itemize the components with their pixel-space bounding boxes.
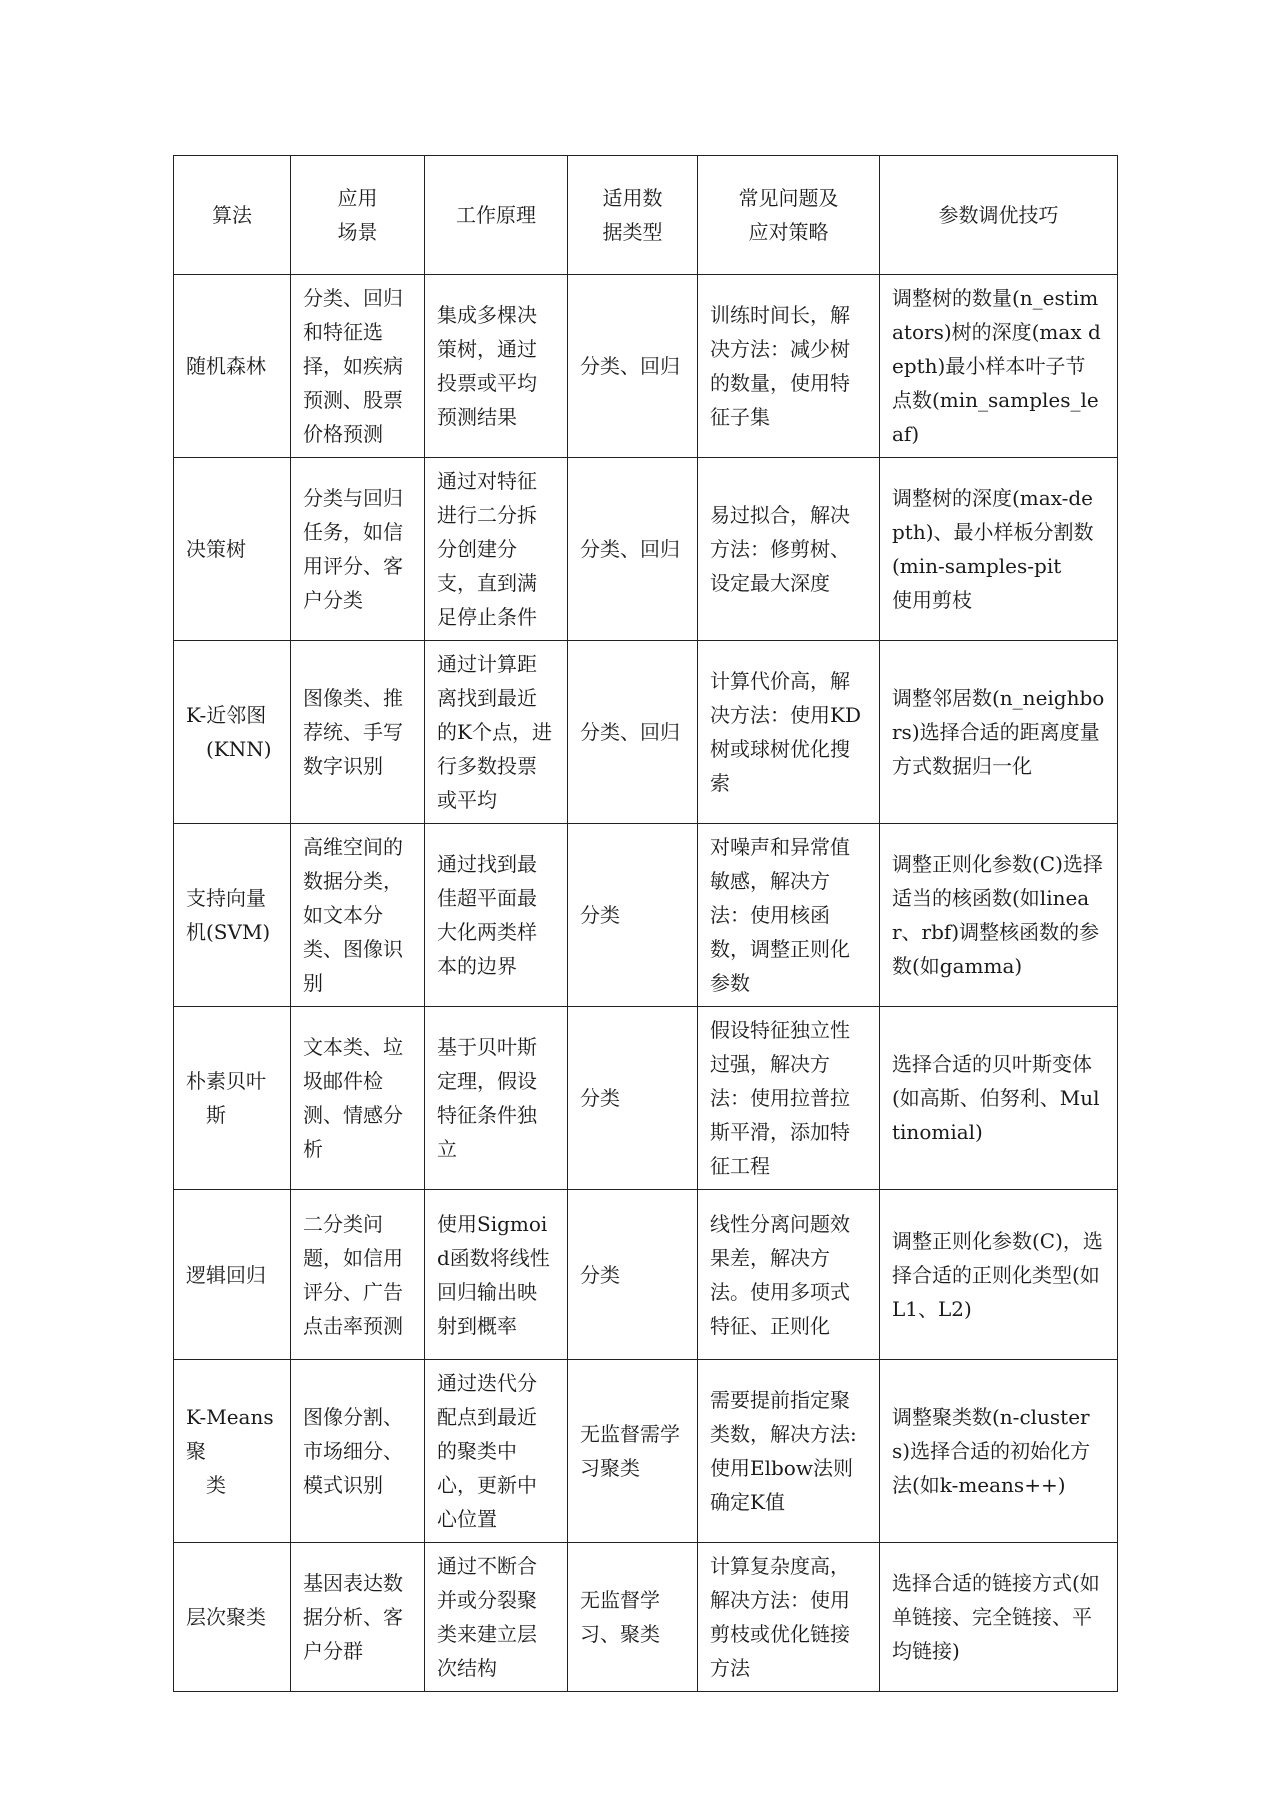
cell-scenario: 分类与回归任务，如信用评分、客户分类 — [291, 458, 425, 641]
cell-issues: 线性分离问题效果差，解决方法。使用多项式特征、正则化 — [698, 1190, 880, 1360]
cell-algorithm: 随机森林 — [174, 275, 291, 458]
cell-scenario: 二分类问题，如信用评分、广告点击率预测 — [291, 1190, 425, 1360]
cell-data-type: 分类、回归 — [568, 458, 698, 641]
cell-data-type: 分类 — [568, 824, 698, 1007]
header-issues: 常见问题及 应对策略 — [698, 156, 880, 275]
header-scenario: 应用 场景 — [291, 156, 425, 275]
cell-scenario: 图像分割、市场细分、模式识别 — [291, 1360, 425, 1543]
cell-tuning: 选择合适的链接方式(如单链接、完全链接、平均链接) — [880, 1543, 1118, 1692]
cell-issues: 计算代价高，解决方法：使用KD树或球树优化搜索 — [698, 641, 880, 824]
algorithm-comparison-table — [173, 155, 1118, 1692]
cell-tuning: 调整聚类数(n-clusters)选择合适的初始化方法(如k-means++) — [880, 1360, 1118, 1543]
table-row — [174, 1360, 1118, 1543]
cell-tuning: 调整正则化参数(C)选择适当的核函数(如linear、rbf)调整核函数的参数(如gamma) — [880, 824, 1118, 1007]
header-row — [174, 156, 1118, 275]
cell-algorithm: K-近邻图 (KNN) — [174, 641, 291, 824]
header-algorithm: 算法 — [174, 156, 291, 275]
table-row — [174, 275, 1118, 458]
cell-tuning: 选择合适的贝叶斯变体(如高斯、伯努利、Multinomial) — [880, 1007, 1118, 1190]
cell-issues: 易过拟合，解决方法：修剪树、设定最大深度 — [698, 458, 880, 641]
header-tuning: 参数调优技巧 — [880, 156, 1118, 275]
cell-principle: 基于贝叶斯定理，假设特征条件独立 — [425, 1007, 568, 1190]
cell-data-type: 分类、回归 — [568, 641, 698, 824]
table-row — [174, 1543, 1118, 1692]
cell-data-type: 分类 — [568, 1190, 698, 1360]
table-row — [174, 458, 1118, 641]
cell-data-type: 无监督学习、聚类 — [568, 1543, 698, 1692]
cell-principle: 通过迭代分配点到最近的聚类中心，更新中心位置 — [425, 1360, 568, 1543]
cell-data-type: 分类 — [568, 1007, 698, 1190]
cell-data-type: 无监督需学习聚类 — [568, 1360, 698, 1543]
table-row — [174, 1007, 1118, 1190]
cell-principle: 通过不断合并或分裂聚类来建立层次结构 — [425, 1543, 568, 1692]
table-body — [174, 275, 1118, 1692]
cell-issues: 对噪声和异常值敏感，解决方法：使用核函数，调整正则化参数 — [698, 824, 880, 1007]
cell-algorithm: K-Means 聚 类 — [174, 1360, 291, 1543]
cell-scenario: 文本类、垃圾邮件检测、情感分析 — [291, 1007, 425, 1190]
cell-scenario: 高维空间的数据分类，如文本分类、图像识别 — [291, 824, 425, 1007]
cell-tuning: 调整树的深度(max-depth)、最小样板分割数 (min-samples-pit 使用剪枝 — [880, 458, 1118, 641]
cell-algorithm: 层次聚类 — [174, 1543, 291, 1692]
cell-scenario: 分类、回归和特征选择，如疾病预测、股票价格预测 — [291, 275, 425, 458]
cell-principle: 使用Sigmoid函数将线性回归输出映射到概率 — [425, 1190, 568, 1360]
cell-tuning: 调整正则化参数(C)，选择合适的正则化类型(如L1、L2) — [880, 1190, 1118, 1360]
cell-scenario: 图像类、推荐统、手写数字识别 — [291, 641, 425, 824]
cell-algorithm: 决策树 — [174, 458, 291, 641]
cell-algorithm: 逻辑回归 — [174, 1190, 291, 1360]
cell-issues: 训练时间长，解决方法：减少树的数量，使用特征子集 — [698, 275, 880, 458]
cell-algorithm: 支持向量机(SVM) — [174, 824, 291, 1007]
cell-algorithm: 朴素贝叶 斯 — [174, 1007, 291, 1190]
cell-tuning: 调整树的数量(n_estimators)树的深度(max depth)最小样本叶子节点数(min_samples_leaf) — [880, 275, 1118, 458]
table-row — [174, 641, 1118, 824]
cell-issues: 需要提前指定聚类数，解决方法:使用Elbow法则确定K值 — [698, 1360, 880, 1543]
header-principle: 工作原理 — [425, 156, 568, 275]
table-row — [174, 1190, 1118, 1360]
table-header — [174, 156, 1118, 275]
cell-issues: 计算复杂度高，解决方法：使用剪枝或优化链接方法 — [698, 1543, 880, 1692]
cell-principle: 通过找到最佳超平面最大化两类样本的边界 — [425, 824, 568, 1007]
cell-tuning: 调整邻居数(n_neighbors)选择合适的距离度量方式数据归一化 — [880, 641, 1118, 824]
table-row — [174, 824, 1118, 1007]
cell-principle: 通过计算距离找到最近的K个点，进行多数投票或平均 — [425, 641, 568, 824]
cell-principle: 集成多棵决策树，通过投票或平均预测结果 — [425, 275, 568, 458]
cell-scenario: 基因表达数据分析、客户分群 — [291, 1543, 425, 1692]
cell-principle: 通过对特征进行二分拆分创建分支，直到满足停止条件 — [425, 458, 568, 641]
cell-data-type: 分类、回归 — [568, 275, 698, 458]
header-data-type: 适用数 据类型 — [568, 156, 698, 275]
cell-issues: 假设特征独立性过强，解决方法：使用拉普拉斯平滑，添加特征工程 — [698, 1007, 880, 1190]
